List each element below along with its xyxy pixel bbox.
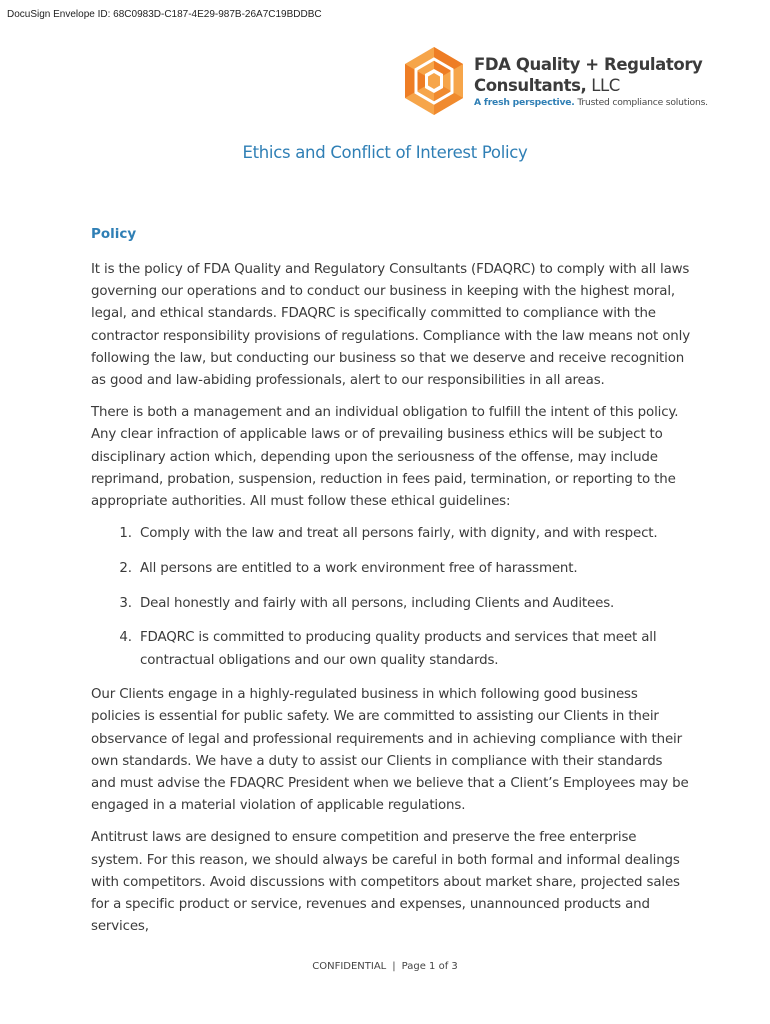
- list-item: 1. Comply with the law and treat all persons fairly, with dignity, and with respect.: [136, 523, 691, 545]
- paragraph-3: Our Clients engage in a highly-regulated business in which following good business policies is essential for public safety. We are committed to assisting our Clients in their observance of legal and professional requirements and in achieving compliance with their own standards. We have a duty to assist our Clients in compliance with their standards and must advise the FDAQRC President when we believe that a Client’s Employees may be engaged in a material violation of applicable regulations.: [91, 687, 689, 814]
- paragraph-1: It is the policy of FDA Quality and Regulatory Consultants (FDAQRC) to comply with all laws governing our operations and to conduct our business in keeping with the highest moral, legal, and ethical standards. FDAQRC is specifically committed to compliance with the contractor responsibility provisions of regulations. Compliance with the law means not only following the law, but conducting our business so that we deserve and receive recognition as good and law-abiding professionals, alert to our responsibilities in all areas.: [91, 262, 690, 389]
- tagline-bold: A fresh perspective.: [474, 97, 575, 108]
- guidelines-list: [91, 523, 691, 672]
- list-item: 4. FDAQRC is committed to producing quality products and services that meet all contractual obligations and our own quality standards.: [136, 627, 691, 671]
- section-heading: Policy: [91, 226, 137, 242]
- list-item: 2. All persons are entitled to a work environment free of harassment.: [136, 558, 691, 580]
- company-name-line1: FDA Quality + Regulatory: [474, 55, 703, 74]
- document-title: Ethics and Conflict of Interest Policy: [242, 143, 528, 162]
- footer-separator: |: [392, 961, 396, 972]
- confidential-label: CONFIDENTIAL: [312, 961, 387, 972]
- tagline-rest: Trusted compliance solutions.: [574, 97, 708, 108]
- envelope-id: DocuSign Envelope ID: 68C0983D-C187-4E29-987B-26A7C19BDDBC: [7, 9, 322, 20]
- company-logo: [400, 45, 708, 117]
- list-item: 3. Deal honestly and fairly with all persons, including Clients and Auditees.: [136, 593, 691, 615]
- company-suffix: LLC: [586, 76, 620, 95]
- company-name-main: Consultants,: [474, 76, 587, 95]
- company-name-line2: [474, 75, 708, 96]
- hexagon-logo-icon: [400, 45, 468, 117]
- paragraph-4: Antitrust laws are designed to ensure competition and preserve the free enterprise system. For this reason, we should always be careful in both formal and informal dealings with competitors. Avoid discussions with competitors about market share, projected sales for a specific product or service, revenues and expenses, unannounced products and services,: [91, 830, 680, 935]
- tagline: [474, 97, 708, 108]
- paragraph-2: There is both a management and an individual obligation to fulfill the intent of this policy. Any clear infraction of applicable laws or of prevailing business ethics will be subject to disciplinary action which, depending upon the seriousness of the offense, may include reprimand, probation, suspension, reduction in fees paid, termination, or reporting to the appropriate authorities. All must follow these ethical guidelines:: [91, 405, 679, 510]
- page-footer: [0, 961, 770, 972]
- document-body: [91, 259, 691, 948]
- page-number: Page 1 of 3: [401, 961, 458, 972]
